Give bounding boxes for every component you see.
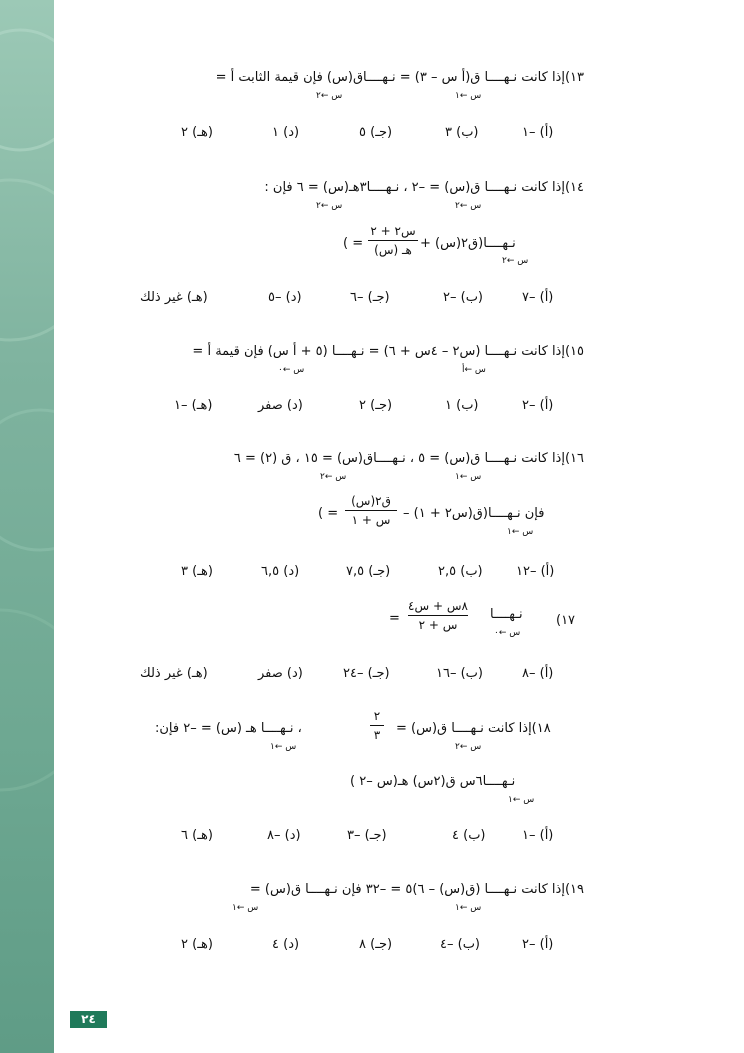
question-16-fraction-numerator: ق٢(س) xyxy=(351,494,391,508)
q16-answer-e: (هـ) ٣ xyxy=(181,564,213,579)
question-16-expression-left: فإن نـهــــا(ق(س٢ + ١) – xyxy=(403,506,545,521)
q13-answer-d: (د) ١ xyxy=(272,125,300,140)
q18-answer-b: (ب) ٤ xyxy=(452,828,486,843)
q18-answer-e: (هـ) ٦ xyxy=(181,828,213,843)
question-14-expression-left: نـهــــا(ق٢(س) + xyxy=(420,236,516,251)
q14-answer-a: (أ) –٧ xyxy=(522,290,554,305)
question-18-text-b: ، نـهــــا هـ (س) = –٢ فإن: xyxy=(155,721,302,736)
question-15-text: ١٥)إذا كانت نـهــــا (س٢ – ٤س + ٦) = نـهــــا (٥ + أ س) فإن قيمة أ = xyxy=(192,344,584,359)
question-17-equals: = xyxy=(389,611,400,626)
page-number-badge: ٢٤ xyxy=(70,1011,107,1028)
q17-answer-b: (ب) –١٦ xyxy=(436,666,483,681)
question-18-fraction xyxy=(370,709,384,742)
q13-answer-b: (ب) ٣ xyxy=(445,125,479,140)
question-14-limit-sub-1: س ←٢ xyxy=(455,201,482,211)
q16-answer-d: (د) ٦,٥ xyxy=(261,564,300,579)
q18-answer-c: (جـ) –٣ xyxy=(347,828,387,843)
q18-answer-a: (أ) –١ xyxy=(522,828,554,843)
question-14-fraction-denominator: هـ (س) xyxy=(374,243,412,257)
q15-answer-c: (جـ) ٢ xyxy=(359,398,393,413)
question-19-limit-sub-1: س ←١ xyxy=(455,903,482,913)
q13-answer-c: (جـ) ٥ xyxy=(359,125,393,140)
question-13-text: ١٣)إذا كانت نـهــــا ق(أ س – ٣) = نـهــــاق(س) فإن قيمة الثابت أ = xyxy=(215,70,584,85)
question-17-fraction-denominator: س + ٢ xyxy=(418,618,458,632)
question-17-fraction-bar xyxy=(408,615,468,616)
question-18-text-a: ١٨)إذا كانت نـهــــا ق(س) = xyxy=(396,721,551,736)
q15-answer-e: (هـ) –١ xyxy=(174,398,213,413)
question-14-fraction xyxy=(368,224,418,257)
question-14-expression-right: = ) xyxy=(343,236,364,251)
q18-answer-d: (د) –٨ xyxy=(267,828,301,843)
question-15-limit-sub-1: س ←أ xyxy=(462,365,486,375)
question-19-text: ١٩)إذا كانت نـهــــا (ق(س) – ٦)٥ = –٣٢ فإن نـهــــا ق(س) = xyxy=(249,882,584,897)
q19-answer-b: (ب) –٤ xyxy=(440,937,480,952)
question-17-fraction xyxy=(408,599,468,632)
question-17-label: ١٧) xyxy=(556,613,576,628)
q19-answer-a: (أ) –٢ xyxy=(522,937,554,952)
question-18-fraction-bar xyxy=(370,725,384,726)
question-13-limit-sub-1: س ←١ xyxy=(455,91,482,101)
q17-answer-c: (جـ) –٢٤ xyxy=(343,666,390,681)
q15-answer-a: (أ) –٢ xyxy=(522,398,554,413)
question-18-fraction-numerator: ٢ xyxy=(373,709,381,723)
question-16-expression-right: = ) xyxy=(318,506,339,521)
q16-answer-c: (جـ) ٧,٥ xyxy=(346,564,391,579)
question-18-limit-sub-2: س ←١ xyxy=(270,742,297,752)
q14-answer-c: (جـ) –٦ xyxy=(350,290,390,305)
q13-answer-e: (هـ) ٢ xyxy=(181,125,213,140)
q19-answer-e: (هـ) ٢ xyxy=(181,937,213,952)
question-16-fraction-bar xyxy=(345,510,397,511)
question-14-expression-sub: س ←٢ xyxy=(502,256,529,266)
q14-answer-b: (ب) –٢ xyxy=(443,290,483,305)
q14-answer-d: (د) –٥ xyxy=(268,290,302,305)
question-18-expression-sub: س ←١ xyxy=(508,795,535,805)
question-17-fraction-numerator: ٨س + س٤ xyxy=(408,599,468,613)
question-15-limit-sub-2: س ←٠ xyxy=(278,365,305,375)
question-16-limit-sub-1: س ←١ xyxy=(455,472,482,482)
q19-answer-c: (جـ) ٨ xyxy=(359,937,393,952)
question-17-limit: نـهــــا xyxy=(490,607,523,622)
q17-answer-a: (أ) –٨ xyxy=(522,666,554,681)
question-14-limit-sub-2: س ←٢ xyxy=(316,201,343,211)
question-16-limit-sub-2: س ←٢ xyxy=(320,472,347,482)
question-14-fraction-numerator: س٢ + ٢ xyxy=(370,224,416,238)
decorative-sidebar xyxy=(0,0,54,1053)
q13-answer-a: (أ) –١ xyxy=(522,125,554,140)
q15-answer-d: (د) صفر xyxy=(258,398,303,413)
question-14-text: ١٤)إذا كانت نـهــــا ق(س) = –٢ ، نـهــــا٣هـ(س) = ٦ فإن : xyxy=(264,180,584,195)
question-16-text: ١٦)إذا كانت نـهــــا ق(س) = ٥ ، نـهــــاق(س) = ١٥ ، ق (٢) = ٦ xyxy=(233,451,584,466)
question-19-limit-sub-2: س ←١ xyxy=(232,903,259,913)
q17-answer-d: (د) صفر xyxy=(258,666,303,681)
q19-answer-d: (د) ٤ xyxy=(272,937,300,952)
q14-answer-e: (هـ) غير ذلك xyxy=(140,290,208,305)
q15-answer-b: (ب) ١ xyxy=(445,398,479,413)
question-17-limit-sub: س ←٠ xyxy=(494,628,521,638)
question-16-expression-sub: س ←١ xyxy=(507,527,534,537)
question-13-limit-sub-2: س ←٢ xyxy=(316,91,343,101)
q16-answer-b: (ب) ٢,٥ xyxy=(438,564,483,579)
q17-answer-e: (هـ) غير ذلك xyxy=(140,666,208,681)
question-18-fraction-denominator: ٣ xyxy=(373,728,381,742)
question-14-fraction-bar xyxy=(368,240,418,241)
sidebar-pattern-graphic xyxy=(0,0,54,1053)
question-16-fraction xyxy=(345,494,397,527)
question-18-limit-sub-1: س ←٢ xyxy=(455,742,482,752)
question-16-fraction-denominator: س + ١ xyxy=(351,513,391,527)
q16-answer-a: (أ) –١٢ xyxy=(516,564,555,579)
question-18-expression: نـهــــا٦س ق(٢س) هـ(س –٢ ) xyxy=(350,774,516,789)
